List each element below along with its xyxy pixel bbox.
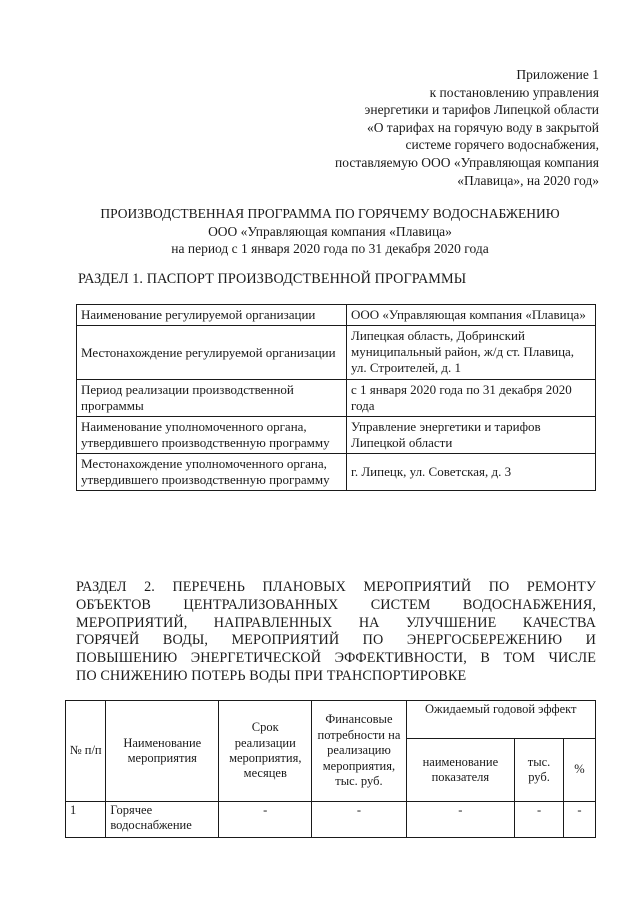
header-num: № п/п: [66, 701, 106, 802]
cell-finance: -: [312, 802, 406, 838]
passport-row: [77, 380, 596, 417]
passport-value: с 1 января 2020 года по 31 декабря 2020 года: [347, 380, 596, 417]
section2-heading: [76, 579, 596, 686]
cell-num: 1: [66, 802, 106, 838]
appendix-line: энергетики и тарифов Липецкой области: [364, 102, 599, 118]
header-period: Срок реализации мероприятия, месяцев: [219, 701, 312, 802]
header-name: Наименование мероприятия: [106, 701, 219, 802]
header-percent: %: [563, 739, 595, 802]
passport-value: г. Липецк, ул. Советская, д. 3: [347, 454, 596, 491]
appendix-line: «О тарифах на горячую воду в закрытой: [366, 119, 599, 135]
title-line: на период с 1 января 2020 года по 31 декабря 2020 года: [171, 241, 489, 256]
passport-value: ООО «Управляющая компания «Плавица»: [347, 305, 596, 326]
appendix-line: «Плавица», на 2020 год»: [457, 172, 599, 188]
appendix-line: к постановлению управления: [429, 84, 599, 100]
table-row: [66, 802, 596, 838]
appendix-line: Приложение 1: [516, 67, 599, 82]
passport-value: Липецкая область, Добринский муниципальный район, ж/д ст. Плавица, ул. Строителей, д. 1: [347, 326, 596, 380]
cell-indicator: -: [406, 802, 515, 838]
appendix-line: поставляемую ООО «Управляющая компания: [335, 154, 599, 170]
passport-label: Наименование регулируемой организации: [77, 305, 347, 326]
title-line: ПРОИЗВОДСТВЕННАЯ ПРОГРАММА ПО ГОРЯЧЕМУ ВОДОСНАБЖЕНИЮ: [100, 206, 560, 221]
cell-thousand-rub: -: [515, 802, 564, 838]
header-indicator: наименование показателя: [406, 739, 515, 802]
passport-label: Местонахождение уполномоченного органа, утвердившего производственную программу: [77, 454, 347, 491]
section2-heading-line: ПОВЫШЕНИЮ ЭНЕРГЕТИЧЕСКОЙ ЭФФЕКТИВНОСТИ, В ТОМ ЧИСЛЕ: [76, 650, 596, 667]
passport-row: [77, 417, 596, 454]
passport-row: [77, 326, 596, 380]
cell-period: -: [219, 802, 312, 838]
appendix-line: системе горячего водоснабжения,: [405, 137, 599, 153]
section2-heading-line: РАЗДЕЛ 2. ПЕРЕЧЕНЬ ПЛАНОВЫХ МЕРОПРИЯТИЙ ПО РЕМОНТУ: [76, 579, 596, 595]
cell-percent: -: [563, 802, 595, 838]
passport-row: [77, 454, 596, 491]
header-effect: Ожидаемый годовой эффект: [406, 701, 595, 739]
passport-row: [77, 305, 596, 326]
passport-table: [76, 304, 596, 491]
passport-label: Местонахождение регулируемой организации: [77, 326, 347, 380]
section2-heading-line: ОБЪЕКТОВ ЦЕНТРАЛИЗОВАННЫХ СИСТЕМ ВОДОСНАБЖЕНИЯ,: [76, 596, 596, 613]
section2-heading-line: МЕРОПРИЯТИЙ, НАПРАВЛЕННЫХ НА УЛУЧШЕНИЕ КАЧЕСТВА: [76, 614, 596, 631]
appendix-block: [250, 66, 599, 189]
header-thousand-rub: тыс. руб.: [515, 739, 564, 802]
header-finance: Финансовые потребности на реализацию мероприятия, тыс. руб.: [312, 701, 406, 802]
table-header-row: [66, 701, 596, 739]
section2-heading-line: ПО СНИЖЕНИЮ ПОТЕРЬ ВОДЫ ПРИ ТРАНСПОРТИРОВКЕ: [76, 667, 467, 684]
section2-heading-line: ГОРЯЧЕЙ ВОДЫ, МЕРОПРИЯТИЙ ПО ЭНЕРГОСБЕРЕЖЕНИЮ И: [76, 632, 596, 649]
cell-name: Горячее водоснабжение: [106, 802, 219, 838]
section1-heading: РАЗДЕЛ 1. ПАСПОРТ ПРОИЗВОДСТВЕННОЙ ПРОГРАММЫ: [78, 271, 467, 287]
measures-table: [65, 700, 596, 838]
passport-value: Управление энергетики и тарифов Липецкой области: [347, 417, 596, 454]
document-title: [50, 205, 610, 258]
passport-label: Период реализации производственной программы: [77, 380, 347, 417]
title-line: ООО «Управляющая компания «Плавица»: [208, 223, 452, 239]
passport-label: Наименование уполномоченного органа, утвердившего производственную программу: [77, 417, 347, 454]
